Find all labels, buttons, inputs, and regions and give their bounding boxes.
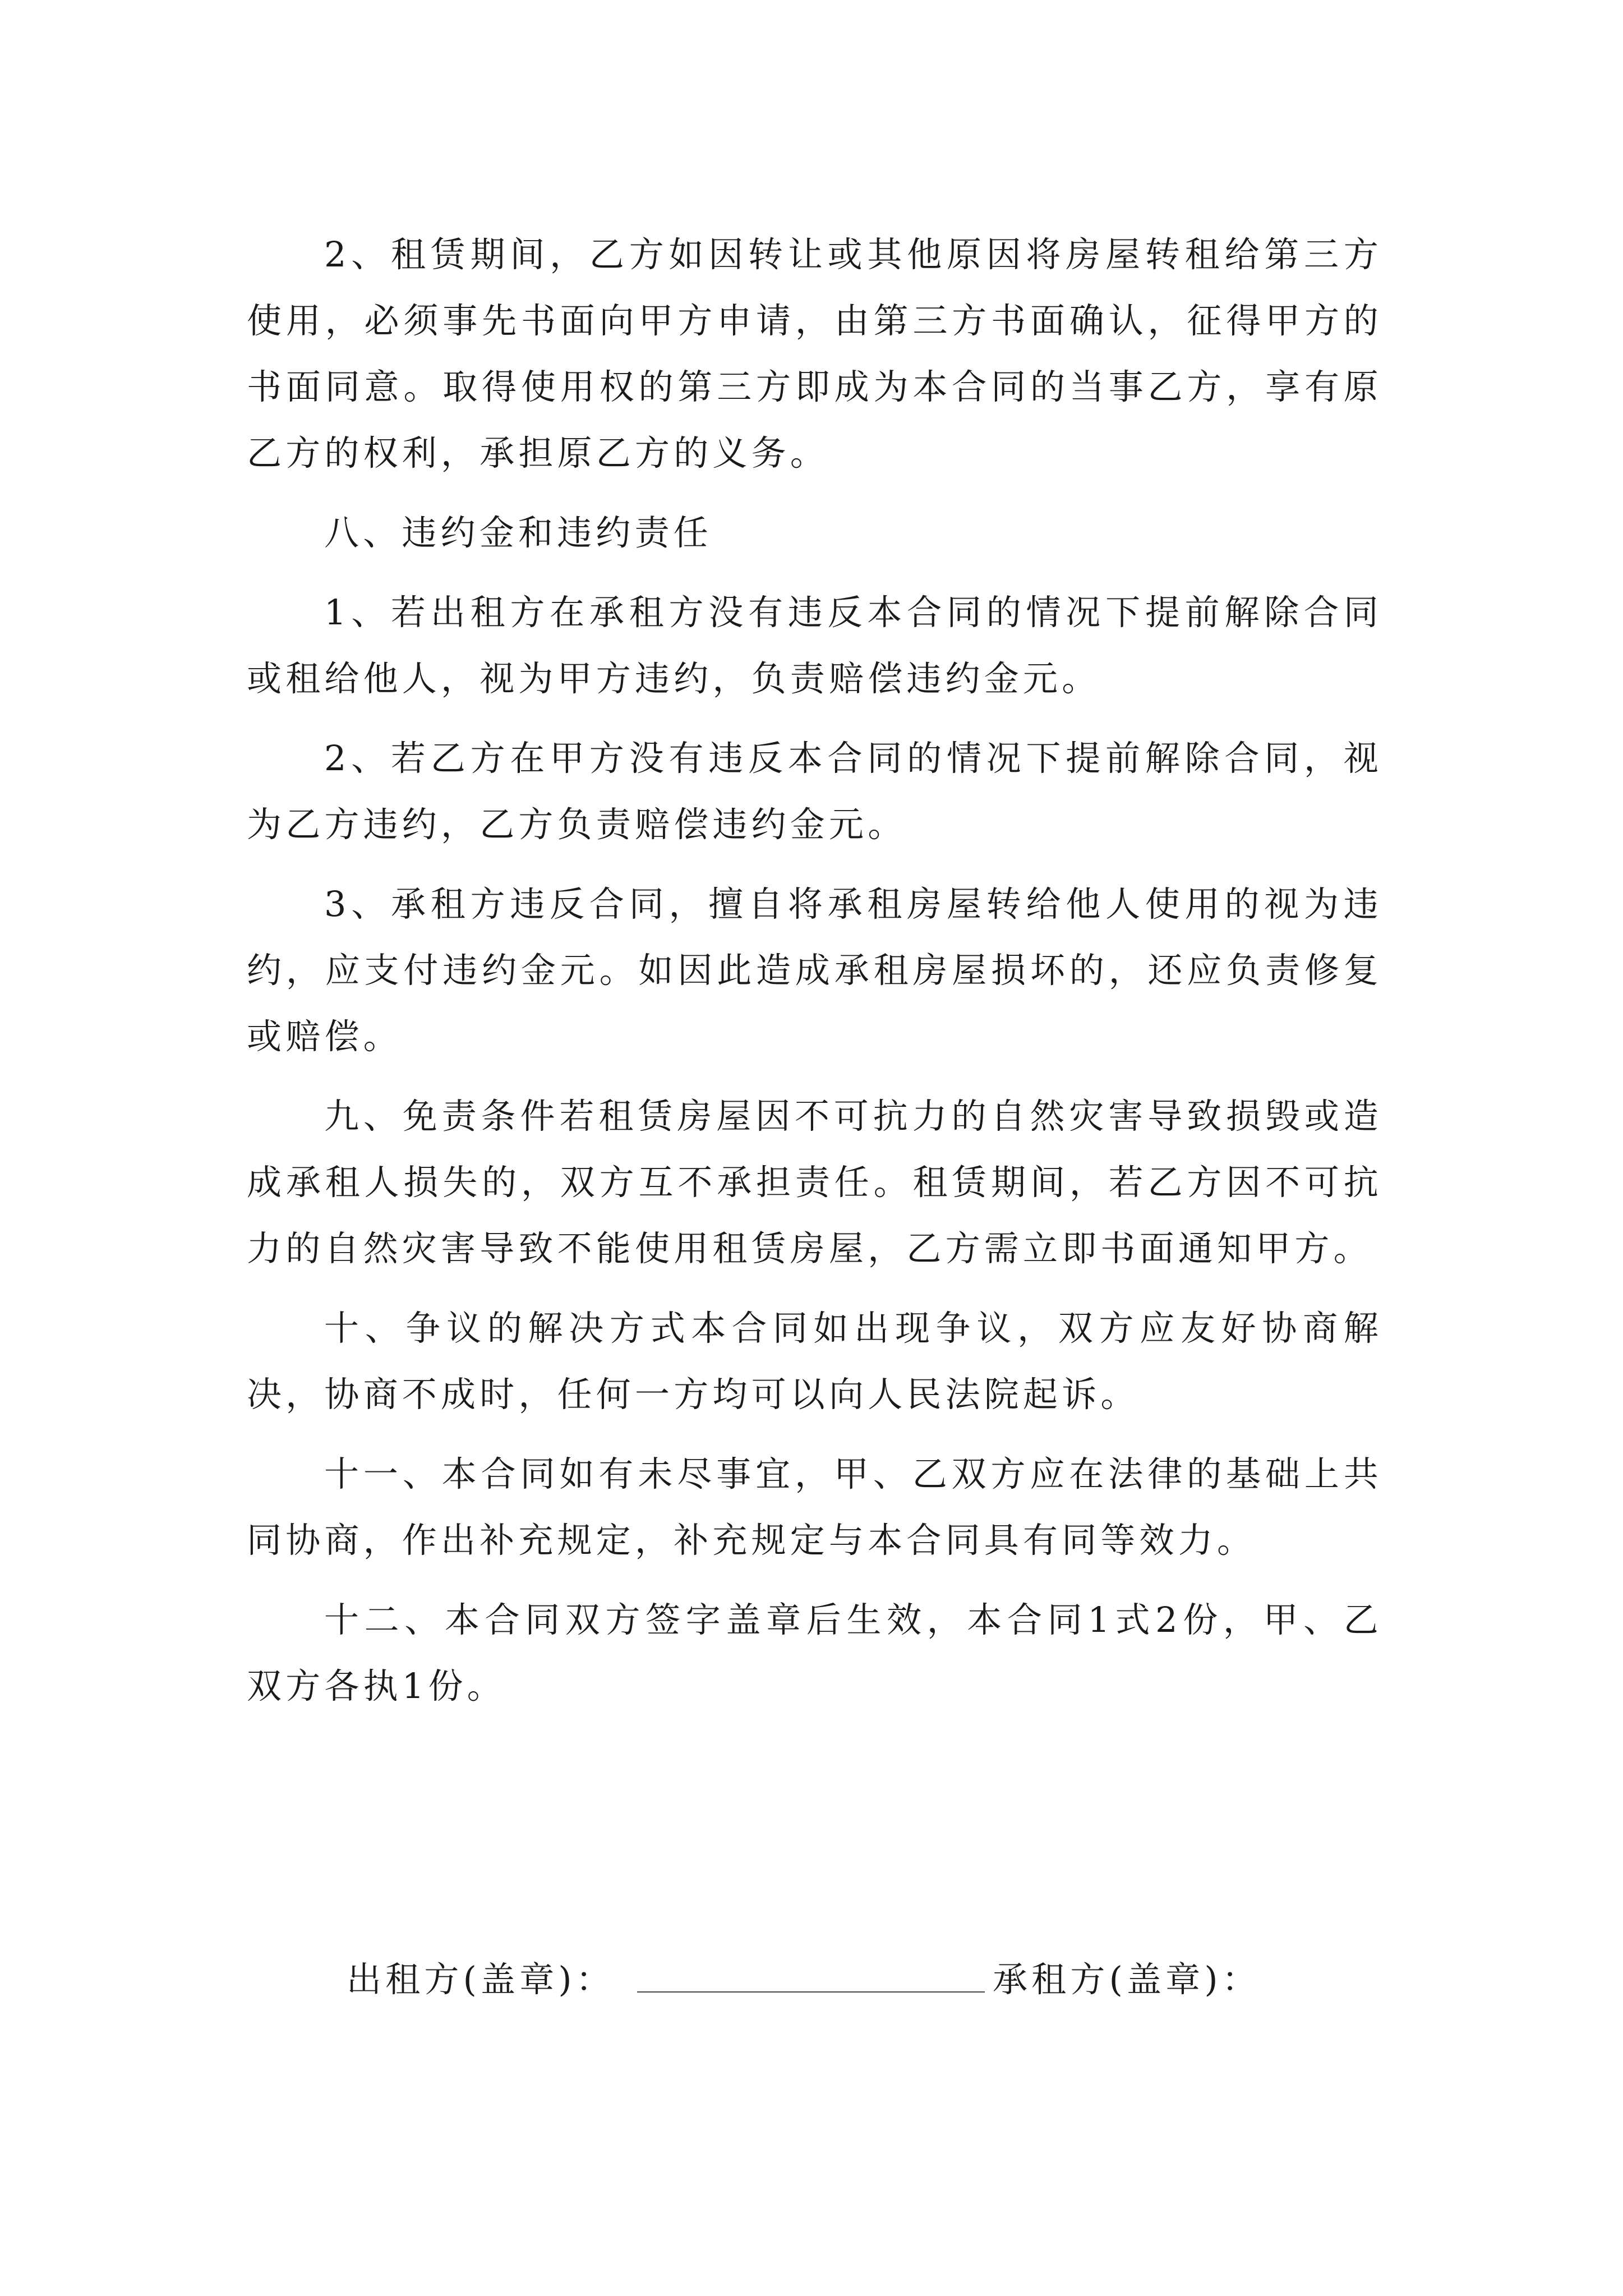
section-12-effectiveness: 十二、本合同双方签字盖章后生效，本合同1式2份，甲、乙双方各执1份。 — [247, 1599, 1382, 1706]
clause-8-1-lessor-breach: 1、若出租方在承租方没有违反本合同的情况下提前解除合同或租给他人，视为甲方违约，负责赔偿违约金元。 — [247, 592, 1382, 699]
lessor-signature-blank — [637, 1947, 985, 1993]
section-8-heading: 八、违约金和违约责任 — [324, 512, 713, 553]
clause-8-3-unauthorized-transfer: 3、承租方违反合同，擅自将承租房屋转给他人使用的视为违约，应支付违约金元。如因此造成承租房屋损坏的，还应负责修复或赔偿。 — [247, 884, 1382, 1057]
section-9-force-majeure: 九、免责条件若租赁房屋因不可抗力的自然灾害导致损毁或造成承租人损失的，双方互不承担责任。租赁期间，若乙方因不可抗力的自然灾害导致不能使用租赁房屋，乙方需立即书面通知甲方。 — [247, 1096, 1382, 1269]
clause-7-2-sublease: 2、租赁期间，乙方如因转让或其他原因将房屋转租给第三方使用，必须事先书面向甲方申请，由第三方书面确认，征得甲方的书面同意。取得使用权的第三方即成为本合同的当事乙方，享有原乙方的权利，承担原乙方的义务。 — [247, 234, 1382, 473]
lessor-seal-label: 出租方(盖章)： — [347, 1959, 615, 2000]
section-10-dispute-resolution: 十、争议的解决方式本合同如出现争议，双方应友好协商解决，协商不成时，任何一方均可以向人民法院起诉。 — [247, 1308, 1382, 1415]
contract-body — [247, 222, 1382, 1719]
signature-line — [347, 1947, 1373, 2013]
section-11-supplementary: 十一、本合同如有未尽事宜，甲、乙双方应在法律的基础上共同协商，作出补充规定，补充规定与本合同具有同等效力。 — [247, 1453, 1382, 1561]
lessee-seal-label: 承租方(盖章)： — [992, 1959, 1261, 2000]
clause-8-2-lessee-breach: 2、若乙方在甲方没有违反本合同的情况下提前解除合同，视为乙方违约，乙方负责赔偿违约金元。 — [247, 738, 1382, 845]
